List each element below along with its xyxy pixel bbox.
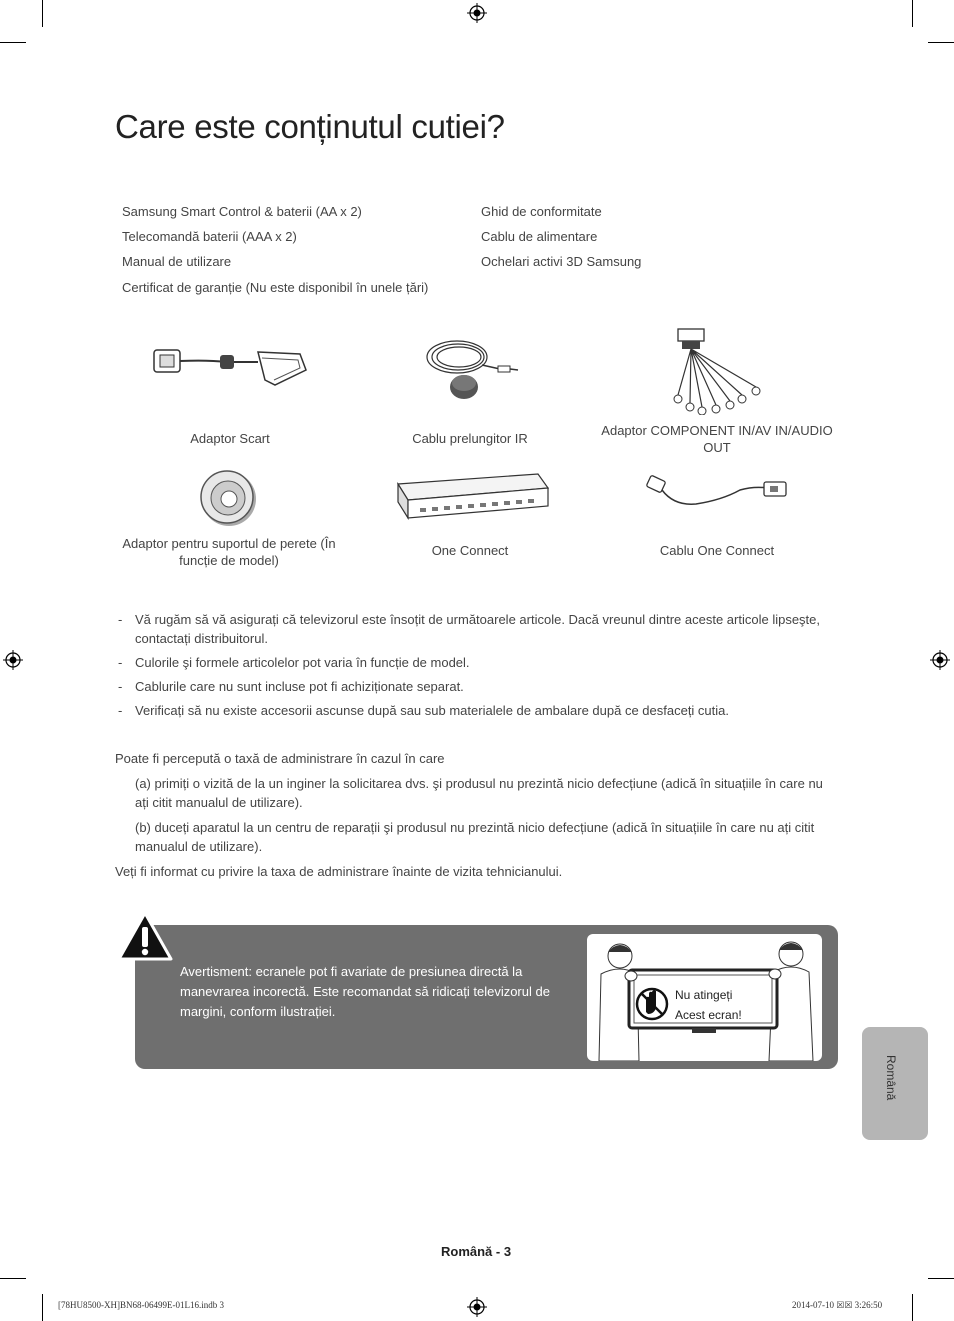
admin-fee-section (115, 749, 835, 887)
crop-mark (912, 0, 913, 27)
component-adapter-icon (668, 325, 768, 415)
fee-outro: Veți fi informat cu privire la taxa de administrare înainte de vizita tehnicianului. (115, 864, 563, 879)
list-item: Telecomandă baterii (AAA x 2) (122, 229, 297, 244)
language-tab (862, 1027, 928, 1140)
note-item: - Vă rugăm să vă asigurați că televizorul este însoțit de următoarele articole. Dacă vreunul dintre aceste articole lipseşte, contactați distribuitorul. (118, 612, 821, 646)
handling-illustration (587, 934, 822, 1061)
accessory-label: One Connect (431, 543, 509, 558)
sign-line: Nu atingeți (675, 988, 733, 1002)
crop-mark (0, 42, 26, 43)
crop-mark (928, 42, 954, 43)
notes-list (118, 610, 838, 725)
list-item: Cablu de alimentare (481, 229, 598, 244)
registration-mark-icon (930, 650, 950, 670)
crop-mark (928, 1278, 954, 1279)
note-text: Cablurile care nu sunt incluse pot fi achiziționate separat. (135, 679, 464, 694)
warning-triangle-icon (116, 910, 174, 962)
accessory-label: Cablu prelungitor IR (412, 431, 528, 446)
footer-timestamp: 2014-07-10 ☒☒ 3:26:50 (792, 1300, 883, 1310)
registration-mark-icon (3, 650, 23, 670)
list-item: Samsung Smart Control & baterii (AA x 2) (122, 204, 362, 219)
footer-file-info: [78HU8500-XH]BN68-06499E-01L16.indb 3 (58, 1300, 224, 1310)
page-title: Care este conținutul cutiei? (115, 108, 505, 145)
accessory-label: Cablu One Connect (659, 543, 775, 558)
crop-mark (42, 0, 43, 27)
no-touch-sign-text (675, 985, 742, 1025)
fee-item-b: (b) duceți aparatul la un centru de reparații şi produsul nu prezintă nicio defecțiune (adică în situațiile în care nu ați citit manualul de utilizare). (135, 820, 815, 854)
one-connect-box-icon (390, 470, 550, 522)
list-item: Ghid de conformitate (481, 204, 602, 219)
crop-mark (912, 1294, 913, 1321)
accessory-label: Adaptor Scart (190, 431, 270, 446)
note-item: - Culorile şi formele articolelor pot varia în funcție de model. (118, 655, 470, 670)
note-text: Culorile şi formele articolelor pot varia în funcție de model. (135, 655, 470, 670)
fee-intro: Poate fi percepută o taxă de administrare în cazul în care (115, 751, 445, 766)
list-item: Ochelari activi 3D Samsung (481, 254, 642, 269)
crop-mark (0, 1278, 26, 1279)
warning-body: : ecranele pot fi avariate de presiunea directă la manevrarea incorectă. Este recomandat să ridicați televizorul de margini, conform ilustrației. (180, 964, 550, 1019)
list-item: Certificat de garanție (Nu este disponibil în unele țări) (122, 280, 429, 295)
list-item: Manual de utilizare (122, 254, 232, 269)
one-connect-cable-icon (644, 472, 792, 522)
note-text: Verificați să nu existe accesorii ascunse după sau sub materialele de ambalare după ce desfaceți cutia. (135, 703, 730, 718)
registration-mark-icon (467, 1297, 487, 1317)
registration-mark-icon (467, 3, 487, 23)
page-number: Română - 3 (441, 1244, 512, 1259)
note-item: - Cablurile care nu sunt incluse pot fi achiziționate separat. (118, 679, 464, 694)
accessory-label: Adaptor COMPONENT IN/AV IN/AUDIO OUT (601, 423, 833, 455)
sign-line: Acest ecran! (675, 1008, 742, 1022)
language-tab-label: Română (884, 1055, 898, 1101)
warning-label: Avertisment (180, 964, 249, 979)
ir-extender-cable-icon (422, 335, 522, 405)
note-item: - Verificați să nu existe accesorii ascunse după sau sub materialele de ambalare după ce desfaceți cutia. (118, 703, 730, 718)
wall-mount-adapter-icon (198, 468, 258, 528)
fee-item-a: (a) primiți o vizită de la un inginer la solicitarea dvs. şi produsul nu prezintă nicio defecțiune (adică în situațiile în care nu ați citit manualul de utilizare). (135, 776, 823, 810)
warning-text (180, 962, 560, 1022)
accessory-label: Adaptor pentru suportul de perete (În funcție de model) (122, 536, 336, 568)
crop-mark (42, 1294, 43, 1321)
scart-adapter-icon (150, 340, 310, 390)
note-text: Vă rugăm să vă asigurați că televizorul este însoțit de următoarele articole. Dacă vreunul dintre aceste articole lipseşte, contactați distribuitorul. (135, 612, 821, 646)
